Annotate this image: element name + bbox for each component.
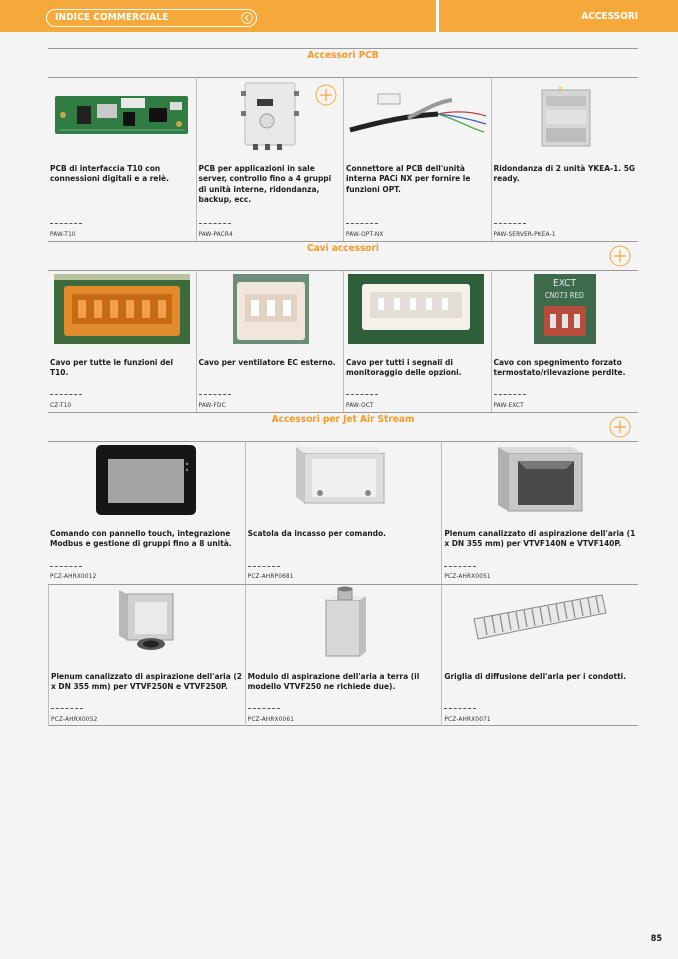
product-card (441, 441, 638, 584)
product-code: PAW-OCT (346, 401, 374, 409)
connector-t10-image (54, 274, 190, 344)
product-description: Cavo per tutti i segnali di monitoraggio delle opzioni. (346, 357, 462, 378)
product-card (245, 584, 442, 726)
product-code: PCZ-AHRX0051 (444, 572, 491, 580)
connector-fdc-image (233, 274, 309, 344)
product-description: Comando con pannello touch, integrazione Modbus e gestione di gruppi fino a 8 unità. (50, 528, 232, 549)
top-bar (0, 0, 678, 32)
plus-circle-icon[interactable] (609, 245, 631, 267)
product-card (491, 77, 639, 241)
product-code: PAW-EXCT (493, 401, 524, 409)
product-code: PAW-OPT-NX (346, 230, 384, 238)
cn073-label: CN073 RED (545, 291, 584, 300)
product-description: Griglia di diffusione dell'aria per i condotti. (444, 671, 627, 681)
product-card (196, 270, 344, 412)
product-code: CZ-T10 (50, 401, 72, 409)
diffusion-grille-image (472, 591, 608, 643)
dash-divider (444, 566, 476, 567)
product-card (48, 441, 245, 584)
dash-divider (199, 223, 231, 224)
connector-pin (562, 314, 568, 328)
pcb-board-image (55, 94, 188, 136)
product-description: Modulo di aspirazione dell'aria a terra (il modello VTVF250 ne richiede due). (247, 671, 420, 692)
dash-divider (346, 394, 378, 395)
product-description: Plenum canalizzato di aspirazione dell'aria (2 x DN 355 mm) per VTVF250N e VTVF250P. (51, 671, 242, 692)
dash-divider (199, 394, 231, 395)
product-code: PCZ-AHRX0012 (50, 572, 97, 580)
section-title-cables: Cavi accessori (307, 243, 379, 254)
product-card (343, 270, 491, 412)
product-card (48, 77, 196, 241)
dash-divider (248, 566, 280, 567)
section-title-pcb: Accessori PCB (307, 50, 379, 61)
touch-panel-image (95, 444, 197, 516)
product-description: PCB per applicazioni in sale server, controllo fino a 4 gruppi di unità interne, ridondanza, backup, ecc. (198, 163, 332, 205)
plenum-single-image (496, 445, 586, 515)
dash-divider (50, 566, 82, 567)
plenum-double-image (117, 588, 179, 654)
product-card (245, 441, 442, 584)
index-button[interactable] (46, 9, 257, 27)
product-description: Cavo con spegnimento forzato termostato/rilevazione perdite. (493, 357, 626, 378)
product-code: PAW-FDC (198, 401, 226, 409)
plus-circle-icon[interactable] (609, 416, 631, 438)
product-description: Cavo per tutte le funzioni del T10. (50, 357, 174, 378)
jet-air-grid (48, 441, 638, 726)
floor-module-image (322, 586, 368, 658)
product-code: PCZ-AHRP0681 (247, 572, 294, 580)
server-controller-image (241, 81, 299, 151)
dash-divider (50, 394, 82, 395)
chevron-left-icon (241, 12, 253, 24)
product-card (48, 584, 245, 726)
connector-oct-image (348, 274, 484, 344)
header-divider (436, 0, 439, 32)
section-title-jet-air: Accessori per Jet Air Stream (271, 414, 415, 425)
product-card (491, 270, 639, 412)
connector-pin (550, 314, 556, 328)
dash-divider (444, 708, 476, 709)
redundancy-module-image (540, 86, 592, 148)
cables-grid (48, 270, 638, 413)
product-code: PCZ-AHRX0061 (247, 715, 295, 723)
pcb-grid (48, 77, 638, 242)
product-card (48, 270, 196, 412)
plus-circle-icon[interactable] (315, 84, 337, 106)
section-label: ACCESSORI (581, 11, 638, 22)
product-code: PAW-T10 (50, 230, 76, 238)
product-code: PAW-PACR4 (198, 230, 233, 238)
dash-divider (346, 223, 378, 224)
product-description: PCB di interfaccia T10 con connessioni digitali e a relè. (50, 163, 169, 184)
product-code: PCZ-AHRX0071 (444, 715, 491, 723)
section-divider (48, 48, 638, 49)
product-card (441, 584, 638, 726)
page-number: 85 (650, 934, 662, 944)
product-description: Plenum canalizzato di aspirazione dell'aria (1 x DN 355 mm) per VTVF140N e VTVF140P. (444, 528, 636, 549)
exct-label: EXCT (553, 278, 576, 289)
dash-divider (494, 394, 526, 395)
product-code: PCZ-AHRX0052 (51, 715, 98, 723)
flush-box-image (296, 445, 392, 511)
dash-divider (50, 223, 82, 224)
dash-divider (494, 223, 526, 224)
product-code: PAW-SERVER-PKEA-1 (493, 230, 556, 238)
product-card (196, 77, 344, 241)
index-label: INDICE COMMERCIALE (55, 12, 169, 23)
product-description: Cavo per ventilatore EC esterno. (198, 357, 336, 367)
connector-pin (574, 314, 580, 328)
product-description: Scatola da incasso per comando. (247, 528, 386, 538)
connector-cable-image (348, 90, 488, 138)
connector-exct-image (534, 274, 596, 344)
product-card (343, 77, 491, 241)
product-description: Connettore al PCB dell'unità interna PACi NX per fornire le funzioni OPT. (346, 163, 471, 194)
dash-divider (248, 708, 280, 709)
product-description: Ridondanza di 2 unità YKEA-1. 5G ready. (493, 163, 636, 184)
dash-divider (51, 708, 83, 709)
